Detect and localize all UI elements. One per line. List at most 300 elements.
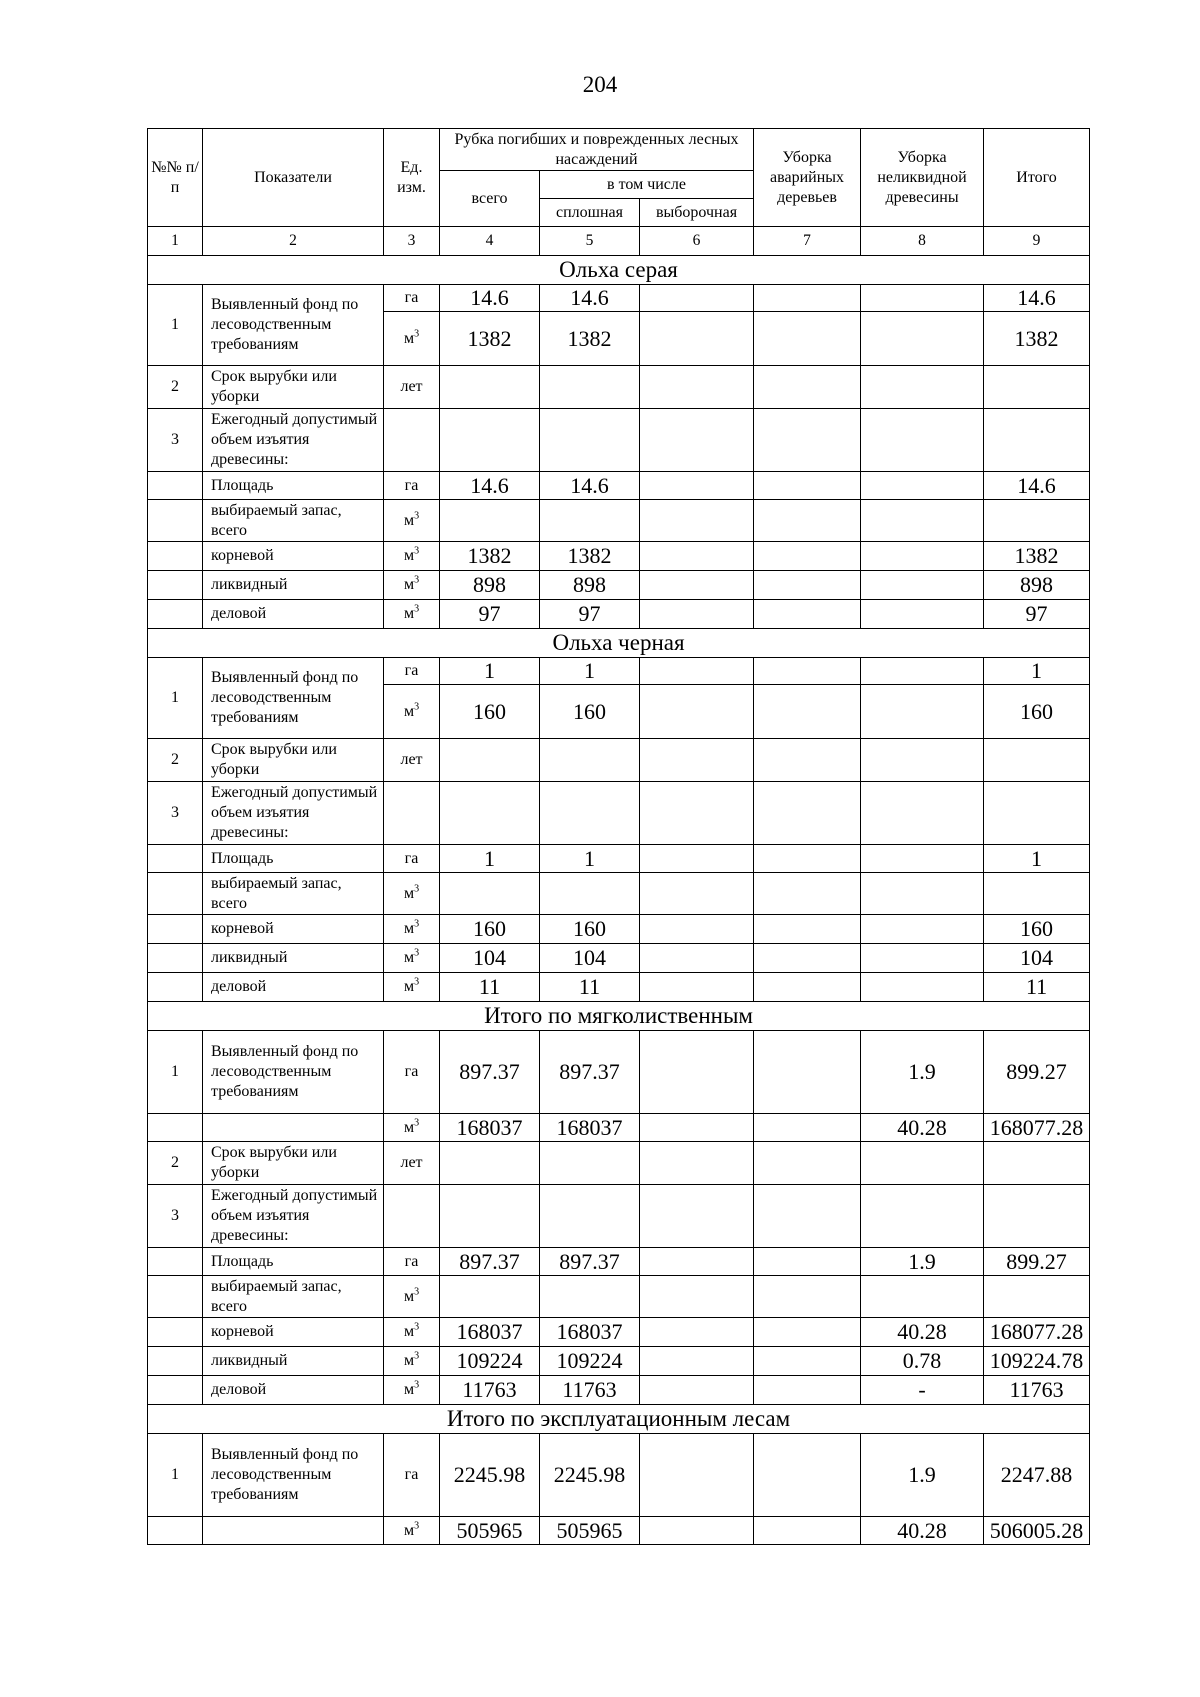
value-cell [861,500,984,542]
value-cell [861,409,984,472]
value-cell [754,915,861,944]
indicator-label: Срок вырубки или уборки [203,1142,384,1185]
value-cell [754,571,861,600]
value-cell [640,658,754,685]
value-cell [861,312,984,366]
value-cell [861,782,984,845]
value-cell: 168037 [440,1318,540,1347]
unit-sup: 3 [414,1379,420,1391]
value-cell [640,600,754,629]
unit-m: м [403,702,415,720]
value-cell [861,571,984,600]
value-cell [640,944,754,973]
value-cell [540,1276,640,1318]
row-number [148,973,203,1002]
value-cell [640,782,754,845]
row-number [148,944,203,973]
unit-sup: 3 [414,545,420,557]
value-cell [984,873,1090,915]
unit-sup: 3 [414,1520,420,1532]
value-cell [754,873,861,915]
column-number: 5 [540,227,640,256]
value-cell [861,542,984,571]
value-cell [640,285,754,312]
value-cell: 168037 [540,1114,640,1142]
value-cell: 160 [440,685,540,739]
value-cell [754,1114,861,1142]
value-cell [640,685,754,739]
value-cell: 168077.28 [984,1114,1090,1142]
unit-m: м [403,605,415,622]
unit-cell [384,873,440,915]
header-selective: выборочная [640,199,754,227]
value-cell [754,685,861,739]
indicator-label: Выявленный фонд по лесоводственным требованиям [203,1031,384,1114]
value-cell [754,782,861,845]
value-cell [640,845,754,873]
unit-m: м [403,1521,415,1539]
value-cell [861,873,984,915]
value-cell: 160 [540,915,640,944]
value-cell [440,739,540,782]
value-cell: 506005.28 [984,1517,1090,1545]
row-number [148,1318,203,1347]
value-cell [754,1376,861,1405]
page-number: 204 [582,72,618,97]
value-cell [440,409,540,472]
value-cell [640,915,754,944]
value-cell [754,1318,861,1347]
value-cell: 1382 [440,542,540,571]
unit-cell: га [384,1031,440,1114]
indicator-label: деловой [203,1376,384,1405]
value-cell: 168077.28 [984,1318,1090,1347]
unit-cell: га [384,472,440,500]
row-number [148,472,203,500]
value-cell: 104 [984,944,1090,973]
header-num: №№ п/п [148,129,203,227]
value-cell: 1 [540,658,640,685]
value-cell: 11763 [540,1376,640,1405]
value-cell [754,1276,861,1318]
value-cell [440,782,540,845]
value-cell [640,1347,754,1376]
unit-sup: 3 [414,510,420,522]
unit-sup: 3 [414,883,420,895]
value-cell: 40.28 [861,1318,984,1347]
value-cell [984,1185,1090,1248]
value-cell [540,739,640,782]
value-cell [861,285,984,312]
value-cell [540,366,640,409]
unit-cell: га [384,1434,440,1517]
indicator-label: выбираемый запас, всего [203,500,384,542]
value-cell [640,1248,754,1276]
value-cell [754,600,861,629]
value-cell [640,312,754,366]
column-number: 1 [148,227,203,256]
value-cell [640,1318,754,1347]
indicator-label: выбираемый запас, всего [203,1276,384,1318]
value-cell: 1382 [984,312,1090,366]
unit-m: м [403,576,415,593]
column-number: 9 [984,227,1090,256]
value-cell [754,366,861,409]
column-number: 8 [861,227,984,256]
value-cell: 14.6 [440,285,540,312]
value-cell [440,873,540,915]
value-cell: 1 [984,845,1090,873]
unit-cell [384,1517,440,1545]
value-cell [440,1276,540,1318]
unit-sup: 3 [414,1350,420,1362]
unit-cell [384,1276,440,1318]
value-cell: 897.37 [440,1248,540,1276]
indicator-label: ликвидный [203,944,384,973]
value-cell [754,973,861,1002]
value-cell: 1 [984,658,1090,685]
value-cell: 109224.78 [984,1347,1090,1376]
value-cell [754,500,861,542]
unit-cell [384,409,440,472]
value-cell [540,782,640,845]
value-cell: 1.9 [861,1248,984,1276]
value-cell [440,1142,540,1185]
unit-cell: лет [384,739,440,782]
value-cell [861,600,984,629]
row-number [148,542,203,571]
indicator-label: Площадь [203,845,384,873]
row-number [148,1248,203,1276]
unit-sup: 3 [414,1117,420,1129]
value-cell [640,366,754,409]
value-cell [754,472,861,500]
value-cell [861,944,984,973]
row-number: 2 [148,366,203,409]
row-number: 3 [148,409,203,472]
value-cell: 14.6 [984,285,1090,312]
value-cell [640,1376,754,1405]
indicator-label: Выявленный фонд по лесоводственным требованиям [203,1434,384,1517]
row-number [148,500,203,542]
value-cell [640,571,754,600]
unit-m: м [403,884,415,902]
value-cell [861,845,984,873]
header-indicators: Показатели [203,129,384,227]
value-cell: 11763 [440,1376,540,1405]
value-cell: 1 [440,658,540,685]
row-number: 2 [148,1142,203,1185]
value-cell: 109224 [440,1347,540,1376]
indicator-label: Срок вырубки или уборки [203,739,384,782]
value-cell [984,1276,1090,1318]
value-cell [640,472,754,500]
value-cell: 1 [540,845,640,873]
value-cell [754,845,861,873]
unit-cell [384,782,440,845]
unit-sup: 3 [414,918,420,930]
value-cell: 97 [984,600,1090,629]
value-cell [754,1185,861,1248]
header-including: в том числе [540,171,754,199]
indicator-label: деловой [203,600,384,629]
value-cell [640,1142,754,1185]
value-cell [984,409,1090,472]
unit-cell [384,944,440,973]
value-cell [861,366,984,409]
value-cell: 109224 [540,1347,640,1376]
unit-sup: 3 [414,574,420,586]
unit-cell [384,600,440,629]
felling-table [147,128,1090,1545]
unit-m: м [403,920,415,937]
value-cell: 897.37 [540,1248,640,1276]
indicator-label: Ежегодный допустимый объем изъятия древесины: [203,409,384,472]
value-cell: 1 [440,845,540,873]
value-cell [754,739,861,782]
unit-sup: 3 [414,1321,420,1333]
value-cell: 899.27 [984,1248,1090,1276]
value-cell [754,409,861,472]
value-cell: 1.9 [861,1434,984,1517]
header-emergency: Уборка аварийных деревьев [754,129,861,227]
row-number [148,571,203,600]
row-number [148,1347,203,1376]
value-cell [640,1185,754,1248]
value-cell: 1382 [984,542,1090,571]
unit-sup: 3 [414,603,420,615]
unit-cell [384,500,440,542]
value-cell: 898 [984,571,1090,600]
row-number: 1 [148,285,203,366]
value-cell: 505965 [540,1517,640,1545]
unit-cell [384,1318,440,1347]
unit-cell: лет [384,1142,440,1185]
value-cell: - [861,1376,984,1405]
indicator-label: ликвидный [203,571,384,600]
value-cell: 160 [984,685,1090,739]
value-cell [754,1031,861,1114]
indicator-label: Срок вырубки или уборки [203,366,384,409]
value-cell [540,1142,640,1185]
indicator-label: корневой [203,915,384,944]
value-cell [984,500,1090,542]
value-cell [754,1517,861,1545]
value-cell: 160 [984,915,1090,944]
section-title: Ольха черная [148,629,1090,658]
unit-m: м [403,547,415,564]
value-cell: 1382 [540,312,640,366]
indicator-label: выбираемый запас, всего [203,873,384,915]
value-cell: 160 [440,915,540,944]
value-cell: 97 [540,600,640,629]
row-number: 1 [148,1031,203,1114]
value-cell: 168037 [440,1114,540,1142]
value-cell: 14.6 [984,472,1090,500]
value-cell: 1382 [440,312,540,366]
value-cell: 1.9 [861,1031,984,1114]
value-cell: 897.37 [440,1031,540,1114]
value-cell: 104 [440,944,540,973]
column-number: 3 [384,227,440,256]
value-cell [984,739,1090,782]
value-cell [754,312,861,366]
unit-sup: 3 [414,328,420,340]
indicator-label: Ежегодный допустимый объем изъятия древесины: [203,782,384,845]
value-cell: 2245.98 [440,1434,540,1517]
value-cell: 160 [540,685,640,739]
unit-cell [384,1185,440,1248]
row-number [148,1276,203,1318]
value-cell: 0.78 [861,1347,984,1376]
value-cell [440,1185,540,1248]
value-cell [540,873,640,915]
value-cell [861,973,984,1002]
value-cell [861,685,984,739]
unit-cell [384,973,440,1002]
row-number [148,1376,203,1405]
value-cell [861,658,984,685]
row-number [148,600,203,629]
value-cell [861,739,984,782]
unit-cell [384,685,440,739]
unit-cell: лет [384,366,440,409]
value-cell: 14.6 [540,285,640,312]
value-cell: 11763 [984,1376,1090,1405]
value-cell [640,409,754,472]
value-cell [640,973,754,1002]
unit-cell [384,1347,440,1376]
value-cell: 2245.98 [540,1434,640,1517]
header-total-all: всего [440,171,540,227]
unit-m: м [403,1381,415,1398]
row-number [148,845,203,873]
unit-sup: 3 [414,701,420,713]
value-cell: 505965 [440,1517,540,1545]
indicator-label: Площадь [203,1248,384,1276]
row-number: 1 [148,658,203,739]
indicator-label: Ежегодный допустимый объем изъятия древесины: [203,1185,384,1248]
row-number [148,1114,203,1142]
indicator-label [203,1517,384,1545]
indicator-label: Площадь [203,472,384,500]
value-cell [540,409,640,472]
value-cell: 1382 [540,542,640,571]
value-cell: 898 [540,571,640,600]
value-cell [861,1185,984,1248]
row-number [148,1517,203,1545]
value-cell: 897.37 [540,1031,640,1114]
row-number [148,915,203,944]
value-cell: 40.28 [861,1517,984,1545]
unit-m: м [403,1287,415,1305]
header-illiquid: Уборка неликвидной древесины [861,129,984,227]
unit-cell: га [384,1248,440,1276]
unit-m: м [403,1323,415,1340]
unit-m: м [403,1118,415,1136]
value-cell [754,1248,861,1276]
unit-cell [384,312,440,366]
value-cell [984,366,1090,409]
value-cell [640,1517,754,1545]
value-cell [984,782,1090,845]
value-cell: 14.6 [440,472,540,500]
header-sum: Итого [984,129,1090,227]
value-cell [440,500,540,542]
value-cell [640,1114,754,1142]
row-number: 3 [148,782,203,845]
indicator-label: Выявленный фонд по лесоводственным требованиям [203,285,384,366]
column-number: 4 [440,227,540,256]
unit-m: м [403,978,415,995]
unit-cell [384,1376,440,1405]
value-cell: 2247.88 [984,1434,1090,1517]
value-cell [640,1031,754,1114]
value-cell [640,542,754,571]
value-cell [754,542,861,571]
header-clear: сплошная [540,199,640,227]
value-cell [640,1434,754,1517]
value-cell: 104 [540,944,640,973]
section-title: Итого по эксплуатационным лесам [148,1405,1090,1434]
value-cell [754,658,861,685]
value-cell [754,1142,861,1185]
value-cell [984,1142,1090,1185]
section-title: Ольха серая [148,256,1090,285]
value-cell [640,739,754,782]
value-cell [754,944,861,973]
unit-cell: га [384,658,440,685]
indicator-label [203,1114,384,1142]
unit-m: м [403,949,415,966]
row-number: 1 [148,1434,203,1517]
row-number: 2 [148,739,203,782]
unit-cell [384,542,440,571]
unit-cell [384,915,440,944]
value-cell: 168037 [540,1318,640,1347]
value-cell: 898 [440,571,540,600]
value-cell [754,1347,861,1376]
value-cell: 14.6 [540,472,640,500]
value-cell: 11 [984,973,1090,1002]
indicator-label: корневой [203,542,384,571]
value-cell [640,500,754,542]
value-cell [861,1142,984,1185]
value-cell [440,366,540,409]
unit-sup: 3 [414,976,420,988]
indicator-label: корневой [203,1318,384,1347]
unit-m: м [403,1352,415,1369]
row-number: 3 [148,1185,203,1248]
column-number: 6 [640,227,754,256]
column-number: 7 [754,227,861,256]
row-number [148,873,203,915]
unit-cell: га [384,845,440,873]
section-title: Итого по мягколиственным [148,1002,1090,1031]
value-cell [640,1276,754,1318]
value-cell [540,1185,640,1248]
value-cell: 899.27 [984,1031,1090,1114]
indicator-label: деловой [203,973,384,1002]
value-cell [640,873,754,915]
indicator-label: Выявленный фонд по лесоводственным требованиям [203,658,384,739]
value-cell: 97 [440,600,540,629]
unit-sup: 3 [414,947,420,959]
unit-m: м [403,329,415,347]
value-cell [540,500,640,542]
header-unit: Ед. изм. [384,129,440,227]
value-cell: 40.28 [861,1114,984,1142]
